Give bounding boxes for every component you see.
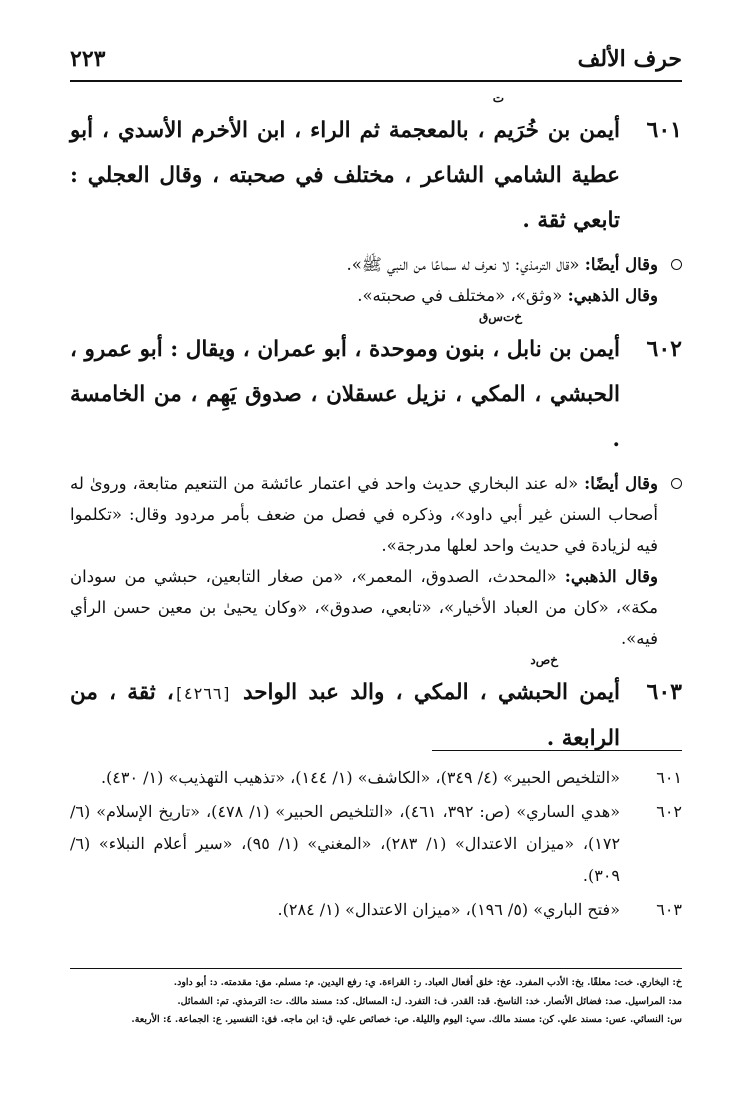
header-rule	[70, 80, 682, 82]
comment-label: وقال الذهبي:	[564, 567, 658, 586]
entry-602	[70, 310, 682, 462]
footnote-601	[70, 762, 682, 794]
comment-601-1	[70, 249, 682, 280]
entry-text: أيمن بن خُرَيم ، بالمعجمة ثم الراء ، ابن الأخرم الأسدي ، أبو عطية الشامي الشاعر ، مختلف في صحبته ، وقال العجلي : تابعي ثقة .	[70, 118, 620, 233]
footnote-text: «هدي الساري» (ص: ٣٩٢، ٤٦١)، «التلخيص الحبير» (١/ ٤٧٨)، «تاريخ الإسلام» (٦/ ١٧٢)، «ميزان الاعتدال» (١/ ٢٨٣)، «المغني» (١/ ٩٥)، «سير أعلام النبلاء» (٦/ ٣٠٩).	[70, 802, 621, 885]
footnote-number: ٦٠٣	[656, 900, 682, 919]
legend-line: س: النسائي. عس: مسند علي. كن: مسند مالك. سي: اليوم والليلة. ص: خصائص علي. ق: ابن ماجه. فق: التفسير. ع: الجماعة. ٤: الأربعة.	[131, 1014, 682, 1025]
entry-number: ٦٠٣	[646, 679, 682, 705]
book-symbols: خ‌ص‌د	[530, 653, 558, 667]
comment-text: «المحدث، الصدوق، المعمر»، «من صغار التابعين، حبشي من سودان مكة»، «كان من العباد الأخيار»، «تابعي، صدوق»، «وكان يحيىٰ بن معين حسن الرأي فيه».	[70, 567, 658, 648]
entry-text	[70, 670, 620, 761]
footnote-separator	[432, 750, 682, 751]
page-number: ٢٢٣	[70, 46, 106, 72]
footnote-number: ٦٠٢	[656, 802, 682, 821]
entry-603	[70, 653, 682, 761]
comment-text: «له عند البخاري حديث واحد في اعتمار عائشة من التنعيم متابعة، وروىٰ له أصحاب السنن غير أبي داود»، وذكره في فصل من ضعف بأمر مردود وقال: «تكلموا فيه لزيادة في حديث واحد لعلها مدرجة».	[70, 474, 658, 555]
comment-601-2	[70, 280, 682, 311]
circle-bullet-icon	[671, 478, 682, 489]
cross-reference: [٤٢٦٦]	[173, 684, 232, 703]
comment-label: وقال أيضًا:	[584, 255, 658, 274]
entry-text-part: ، ثقة ، من الرابعة .	[70, 680, 620, 751]
book-symbols: ت	[492, 91, 504, 105]
comment-602-1	[70, 468, 682, 561]
footnote-602	[70, 796, 682, 892]
main-text	[70, 91, 682, 761]
page-header	[70, 42, 682, 82]
footnotes	[70, 762, 682, 928]
entry-number: ٦٠١	[646, 117, 682, 143]
entry-number: ٦٠٢	[646, 336, 682, 362]
comment-text: «قال الترمذي: لا نعرف له سماعًا من النبي ﷺ».	[346, 255, 585, 274]
footnote-text: «التلخيص الحبير» (٤/ ٣٤٩)، «الكاشف» (١/ ١٤٤)، «تذهيب التهذيب» (١/ ٤٣٠).	[100, 768, 620, 787]
footnote-number: ٦٠١	[656, 768, 682, 787]
footnote-text: «فتح الباري» (٥/ ١٩٦)، «ميزان الاعتدال» (١/ ٢٨٤).	[277, 900, 620, 919]
entry-text-part: أيمن الحبشي ، المكي ، والد عبد الواحد	[242, 680, 620, 705]
entry-text: أيمن بن نابل ، بنون وموحدة ، أبو عمران ، ويقال : أبو عمرو ، الحبشي ، المكي ، نزيل عسقلان ، صدوق يَهِم ، من الخامسة .	[70, 337, 620, 452]
comment-label: وقال أيضًا:	[584, 474, 658, 493]
abbreviation-legend	[70, 974, 682, 1030]
comment-602-2	[70, 561, 682, 654]
footnote-603	[70, 894, 682, 926]
entry-601	[70, 91, 682, 243]
comment-label: وقال الذهبي:	[567, 286, 658, 305]
chapter-title: حرف الألف	[577, 46, 682, 72]
legend-rule	[70, 968, 682, 969]
circle-bullet-icon	[671, 259, 682, 270]
book-symbols: خ‌ت‌س‌ق	[478, 310, 522, 324]
legend-line: مد: المراسيل. صد: فضائل الأنصار. خد: الناسخ. قد: القدر. ف: التفرد. ل: المسائل. كد: مسند مالك. ت: الترمذي. تم: الشمائل.	[177, 995, 682, 1007]
comment-text: «وثق»، «مختلف في صحبته».	[357, 286, 568, 305]
legend-line: خ: البخاري. خت: معلقًا. بخ: الأدب المفرد. عخ: خلق أفعال العباد. ر: القراءة. ي: رفع اليدين. م: مسلم. مق: مقدمته. د: أبو داود.	[173, 977, 682, 988]
